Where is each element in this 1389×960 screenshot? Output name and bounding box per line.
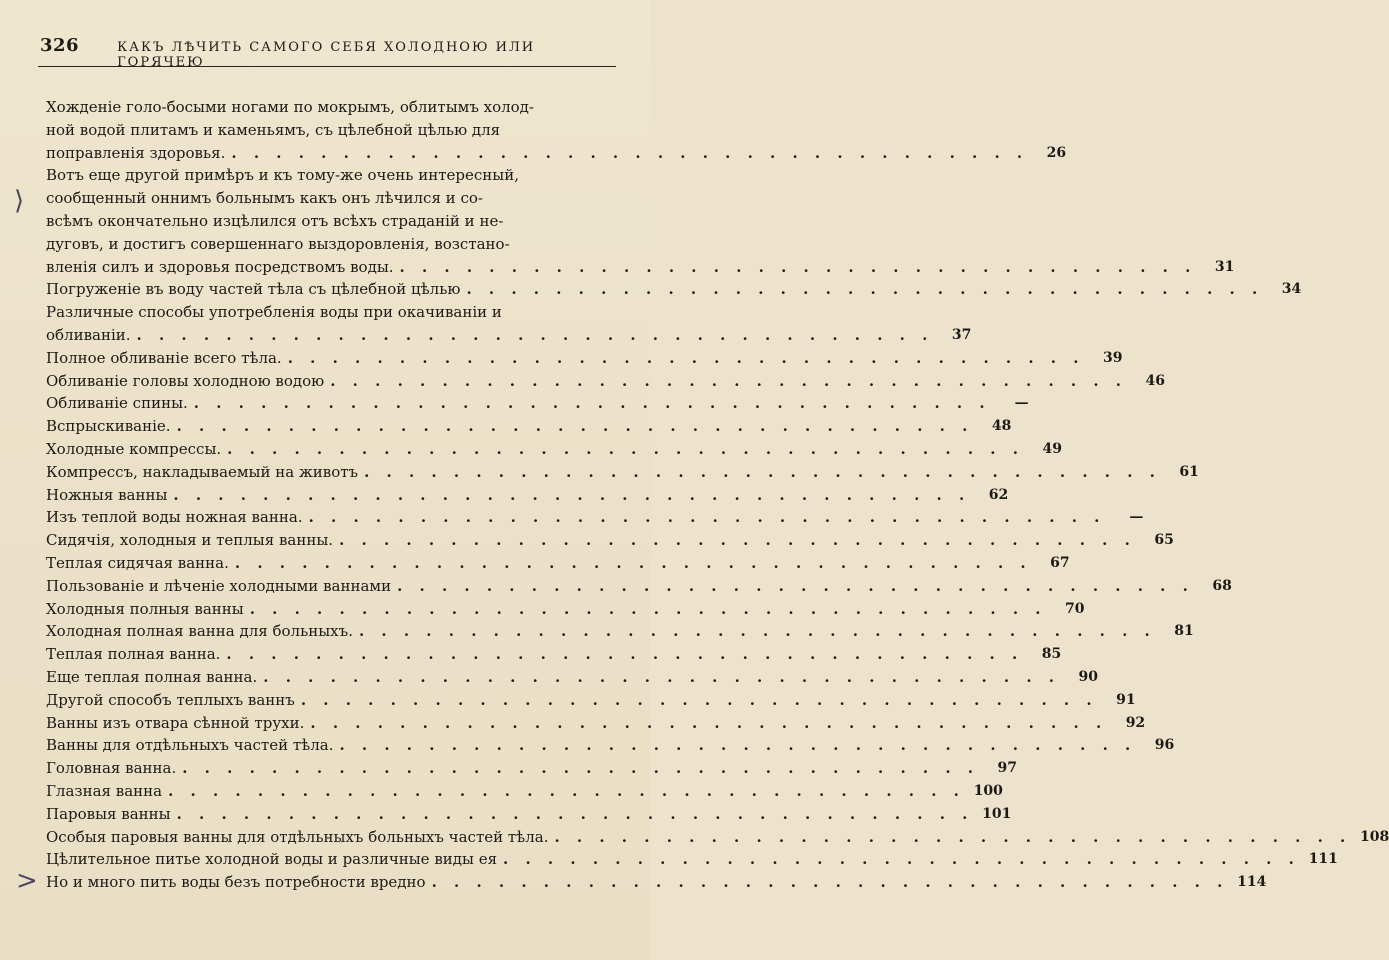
toc-entry-text: Ванны для отдѣльныхъ частей тѣла.: [46, 736, 334, 755]
table-of-contents: [46, 96, 1389, 894]
toc-entry-text: Вспрыскиваніе.: [46, 417, 171, 436]
toc-entry-line: [46, 233, 594, 256]
toc-page-number: 62: [988, 486, 1009, 503]
toc-entry-text: дуговъ, и достигъ совершеннаго выздоровленія, возстано-: [46, 234, 510, 253]
toc-entry-line: [46, 210, 594, 233]
toc-page-number: 91: [1116, 691, 1136, 708]
toc-page-number: 97: [997, 760, 1018, 777]
dot-leader: . . . . . . . . . . . . . . . . . . . . . . . . . . . . . . . . . . . .: [249, 599, 1047, 618]
dot-leader: . . . . . . . . . . . . . . . . . . . . . . . . . . . . . . . . . . . .: [358, 622, 1156, 641]
toc-entry-line: [46, 392, 1029, 415]
toc-entry-line: [46, 370, 1166, 393]
toc-entry-text: Цѣлительное питье холодной воды и различные виды ея: [46, 850, 498, 869]
toc-page-number: 37: [951, 326, 972, 343]
toc-entry-text: ной водой плитамъ и каменьямъ, съ цѣлебной цѣлью для: [46, 120, 501, 139]
dot-leader: . . . . . . . . . . . . . . . . . . . . . . . . . . . . . . . . . . . .: [300, 690, 1098, 709]
toc-entry-text: Обливаніе головы холодною водою: [46, 371, 325, 390]
toc-page-number: 26: [1046, 144, 1067, 161]
toc-entry: [46, 666, 1099, 689]
toc-entry-text: Особыя паровыя ванны для отдѣльныхъ больныхъ частей тѣла.: [46, 827, 549, 846]
dot-leader: . . . . . . . . . . . . . . . . . . . . . . . . . . . . . . . . . . . .: [503, 850, 1300, 869]
toc-entry-text: Другой способъ теплыхъ ваннъ: [46, 690, 295, 709]
toc-entry: [46, 780, 1003, 803]
dot-leader: . . . . . . . . . . . . . . . . . . . . . . . . . . . . . . . . . . . .: [176, 417, 974, 436]
toc-entry: [46, 871, 1267, 894]
toc-entry-text: Различные способы употребленія воды при окачиваніи и: [46, 303, 502, 322]
dot-leader: . . . . . . . . . . . . . . . . . . . . . . . . . . . . . . . . . . . .: [234, 553, 1032, 572]
toc-entry-line: [46, 256, 1235, 279]
toc-entry-text: Вотъ еще другой примѣръ и къ тому-же очень интересный,: [46, 166, 519, 185]
dot-leader: . . . . . . . . . . . . . . . . . . . . . . . . . . . . . . . . . . . .: [339, 531, 1136, 550]
toc-entry: [46, 575, 1232, 598]
toc-entry-line: [46, 506, 1144, 529]
dot-leader: . . . . . . . . . . . . . . . . . . . . . . . . . . . . . . . . . . . .: [364, 462, 1161, 481]
toc-entry-line: [46, 689, 1136, 712]
dot-leader: . . . . . . . . . . . . . . . . . . . . . . . . . . . . . . . . . . . .: [466, 280, 1264, 299]
page-header: [40, 35, 620, 70]
toc-page-number: 114: [1237, 874, 1267, 891]
dot-leader: . . . . . . . . . . . . . . . . . . . . . . . . . . . . . . . . . . . .: [431, 873, 1229, 892]
dot-leader: . . . . . . . . . . . . . . . . . . . . . . . . . . . . . . . . . . . .: [308, 508, 1106, 527]
toc-page-number: 67: [1050, 554, 1070, 571]
toc-entry-text: Холодные компрессы.: [46, 439, 222, 458]
toc-entry-line: [46, 803, 1012, 826]
dot-leader: . . . . . . . . . . . . . . . . . . . . . . . . . . . . . . . . . . . .: [136, 325, 934, 344]
toc-entry: [46, 712, 1146, 735]
toc-page-number: 101: [982, 805, 1012, 822]
toc-entry-text: Хожденіе голо-босыми ногами по мокрымъ, облитымъ холод-: [46, 98, 534, 116]
toc-entry: [46, 484, 1009, 507]
toc-page-number: 85: [1041, 646, 1062, 663]
dot-leader: . . . . . . . . . . . . . . . . . . . . . . . . . . . . . . . . . . . .: [193, 394, 991, 413]
toc-entry: [46, 506, 1144, 529]
toc-entry-text: сообщенный оннимъ больнымъ какъ онъ лѣчился и со-: [46, 189, 483, 208]
toc-entry-line: [46, 415, 1012, 438]
toc-entry-line: [46, 826, 1389, 849]
toc-page-number: 49: [1042, 440, 1062, 457]
toc-page-number: 39: [1103, 349, 1123, 366]
running-title: КАКЪ ЛѢЧИТЬ САМОГО СЕБЯ ХОЛОДНОЮ ИЛИ ГОРЯЧЕЮ: [117, 40, 536, 70]
toc-entry-text: Холодныя полныя ванны: [46, 599, 244, 618]
page-number: 326: [40, 35, 80, 56]
toc-page-number: —: [1014, 395, 1029, 412]
toc-entry: [46, 415, 1012, 438]
dot-leader: . . . . . . . . . . . . . . . . . . . . . . . . . . . . . . . . . . . .: [173, 485, 971, 504]
dot-leader: . . . . . . . . . . . . . . . . . . . . . . . . . . . . . . . . . . . .: [263, 667, 1061, 686]
toc-entry-text: Еще теплая полная ванна.: [46, 667, 258, 686]
toc-entry-line: [46, 96, 594, 119]
toc-page-number: 46: [1145, 372, 1166, 389]
toc-entry-text: вленія силъ и здоровья посредствомъ воды.: [46, 257, 394, 276]
toc-page-number: 34: [1281, 281, 1302, 298]
toc-page-number: 70: [1065, 600, 1085, 617]
toc-entry-line: [46, 757, 1018, 780]
toc-entry-text: Паровыя ванны: [46, 804, 171, 823]
dot-leader: . . . . . . . . . . . . . . . . . . . . . . . . . . . . . . . . . . . .: [168, 781, 965, 800]
toc-page-number: 68: [1212, 577, 1232, 594]
toc-entry-line: [46, 529, 1174, 552]
toc-entry: [46, 278, 1302, 301]
toc-entry: [46, 598, 1085, 621]
dot-leader: . . . . . . . . . . . . . . . . . . . . . . . . . . . . . . . . . . . .: [554, 827, 1352, 846]
toc-entry-line: [46, 438, 1062, 461]
toc-entry-line: [46, 712, 1146, 735]
toc-entry-line: [46, 780, 1003, 803]
toc-entry: [46, 370, 1166, 393]
toc-entry-text: Ванны изъ отвара сѣнной трухи.: [46, 713, 305, 732]
toc-page-number: 111: [1308, 851, 1338, 868]
toc-entry-text: обливаніи.: [46, 325, 131, 344]
toc-entry-line: [46, 278, 1302, 301]
toc-entry: [46, 734, 1175, 757]
toc-entry-text: Холодная полная ванна для больныхъ.: [46, 622, 353, 641]
toc-entry: [46, 301, 972, 347]
toc-entry-text: Головная ванна.: [46, 759, 177, 778]
toc-entry-line: [46, 119, 594, 142]
toc-entry-text: Ножныя ванны: [46, 485, 168, 504]
toc-entry-text: всѣмъ окончательно изцѣлился отъ всѣхъ страданій и не-: [46, 211, 504, 230]
toc-entry: [46, 757, 1018, 780]
dot-leader: . . . . . . . . . . . . . . . . . . . . . . . . . . . . . . . . . . . .: [399, 257, 1197, 276]
toc-entry-text: Сидячія, холодныя и теплыя ванны.: [46, 531, 334, 550]
toc-entry: [46, 848, 1338, 871]
toc-page-number: 31: [1214, 258, 1235, 275]
dot-leader: . . . . . . . . . . . . . . . . . . . . . . . . . . . . . . . . . . . .: [339, 736, 1137, 755]
toc-entry-line: [46, 575, 1232, 598]
toc-entry-line: [46, 324, 972, 347]
margin-pencil-mark: ⟩: [14, 186, 25, 216]
toc-entry-line: [46, 871, 1267, 894]
toc-entry-text: Теплая сидячая ванна.: [46, 553, 229, 572]
toc-entry-line: [46, 461, 1199, 484]
dot-leader: . . . . . . . . . . . . . . . . . . . . . . . . . . . . . . . . . . . .: [287, 348, 1085, 367]
toc-entry-text: Погруженіе въ воду частей тѣла съ цѣлебной цѣлью: [46, 280, 461, 299]
dot-leader: . . . . . . . . . . . . . . . . . . . . . . . . . . . . . . . . . . . .: [226, 645, 1024, 664]
toc-page-number: —: [1129, 509, 1144, 526]
toc-entry-line: [46, 848, 1338, 871]
toc-page-number: 90: [1078, 668, 1099, 685]
toc-entry: [46, 620, 1194, 643]
toc-page-number: 108: [1360, 828, 1389, 845]
toc-entry-text: Но и много пить воды безъ потребности вредно: [46, 873, 426, 892]
toc-entry-line: [46, 301, 594, 324]
toc-page-number: 61: [1179, 463, 1199, 480]
toc-entry: [46, 438, 1062, 461]
toc-entry: [46, 689, 1136, 712]
dot-leader: . . . . . . . . . . . . . . . . . . . . . . . . . . . . . . . . . . . .: [310, 713, 1108, 732]
header-rule: [38, 66, 616, 67]
toc-entry: [46, 803, 1012, 826]
toc-entry-text: поправленія здоровья.: [46, 143, 226, 162]
toc-entry-line: [46, 666, 1099, 689]
dot-leader: . . . . . . . . . . . . . . . . . . . . . . . . . . . . . . . . . . . .: [176, 804, 974, 823]
toc-entry: [46, 96, 1067, 164]
toc-entry: [46, 529, 1174, 552]
toc-entry-line: [46, 187, 594, 210]
toc-page-number: 96: [1154, 737, 1175, 754]
toc-page-number: 48: [991, 418, 1012, 435]
toc-page-number: 65: [1154, 532, 1174, 549]
toc-entry-text: Обливаніе спины.: [46, 394, 188, 413]
dot-leader: . . . . . . . . . . . . . . . . . . . . . . . . . . . . . . . . . . . .: [330, 371, 1128, 390]
toc-entry: [46, 643, 1062, 666]
toc-entry: [46, 347, 1123, 370]
toc-entry-text: Пользованіе и лѣченіе холодными ваннами: [46, 576, 392, 595]
toc-entry: [46, 392, 1029, 415]
toc-entry-text: Изъ теплой воды ножная ванна.: [46, 508, 303, 527]
toc-entry-text: Глазная ванна: [46, 781, 163, 800]
toc-entry: [46, 164, 1235, 278]
toc-entry: [46, 826, 1389, 849]
toc-entry-line: [46, 142, 1067, 165]
toc-entry-line: [46, 643, 1062, 666]
toc-entry-text: Теплая полная ванна.: [46, 645, 221, 664]
dot-leader: . . . . . . . . . . . . . . . . . . . . . . . . . . . . . . . . . . . .: [227, 439, 1024, 458]
dot-leader: . . . . . . . . . . . . . . . . . . . . . . . . . . . . . . . . . . . .: [231, 143, 1029, 162]
toc-entry-line: [46, 620, 1194, 643]
toc-page-number: 100: [973, 782, 1003, 799]
toc-entry-text: Компрессъ, накладываемый на животъ: [46, 462, 359, 481]
toc-entry-line: [46, 598, 1085, 621]
toc-entry-line: [46, 347, 1123, 370]
toc-entry-line: [46, 164, 594, 187]
dot-leader: . . . . . . . . . . . . . . . . . . . . . . . . . . . . . . . . . . . .: [182, 759, 980, 778]
margin-pencil-mark: >: [16, 866, 38, 896]
toc-entry: [46, 552, 1070, 575]
toc-entry-text: Полное обливаніе всего тѣла.: [46, 348, 282, 367]
toc-page-number: 92: [1125, 714, 1146, 731]
dot-leader: . . . . . . . . . . . . . . . . . . . . . . . . . . . . . . . . . . . .: [397, 576, 1194, 595]
toc-entry-line: [46, 484, 1009, 507]
toc-entry: [46, 461, 1199, 484]
toc-entry-line: [46, 552, 1070, 575]
toc-page-number: 81: [1174, 623, 1194, 640]
toc-entry-line: [46, 734, 1175, 757]
